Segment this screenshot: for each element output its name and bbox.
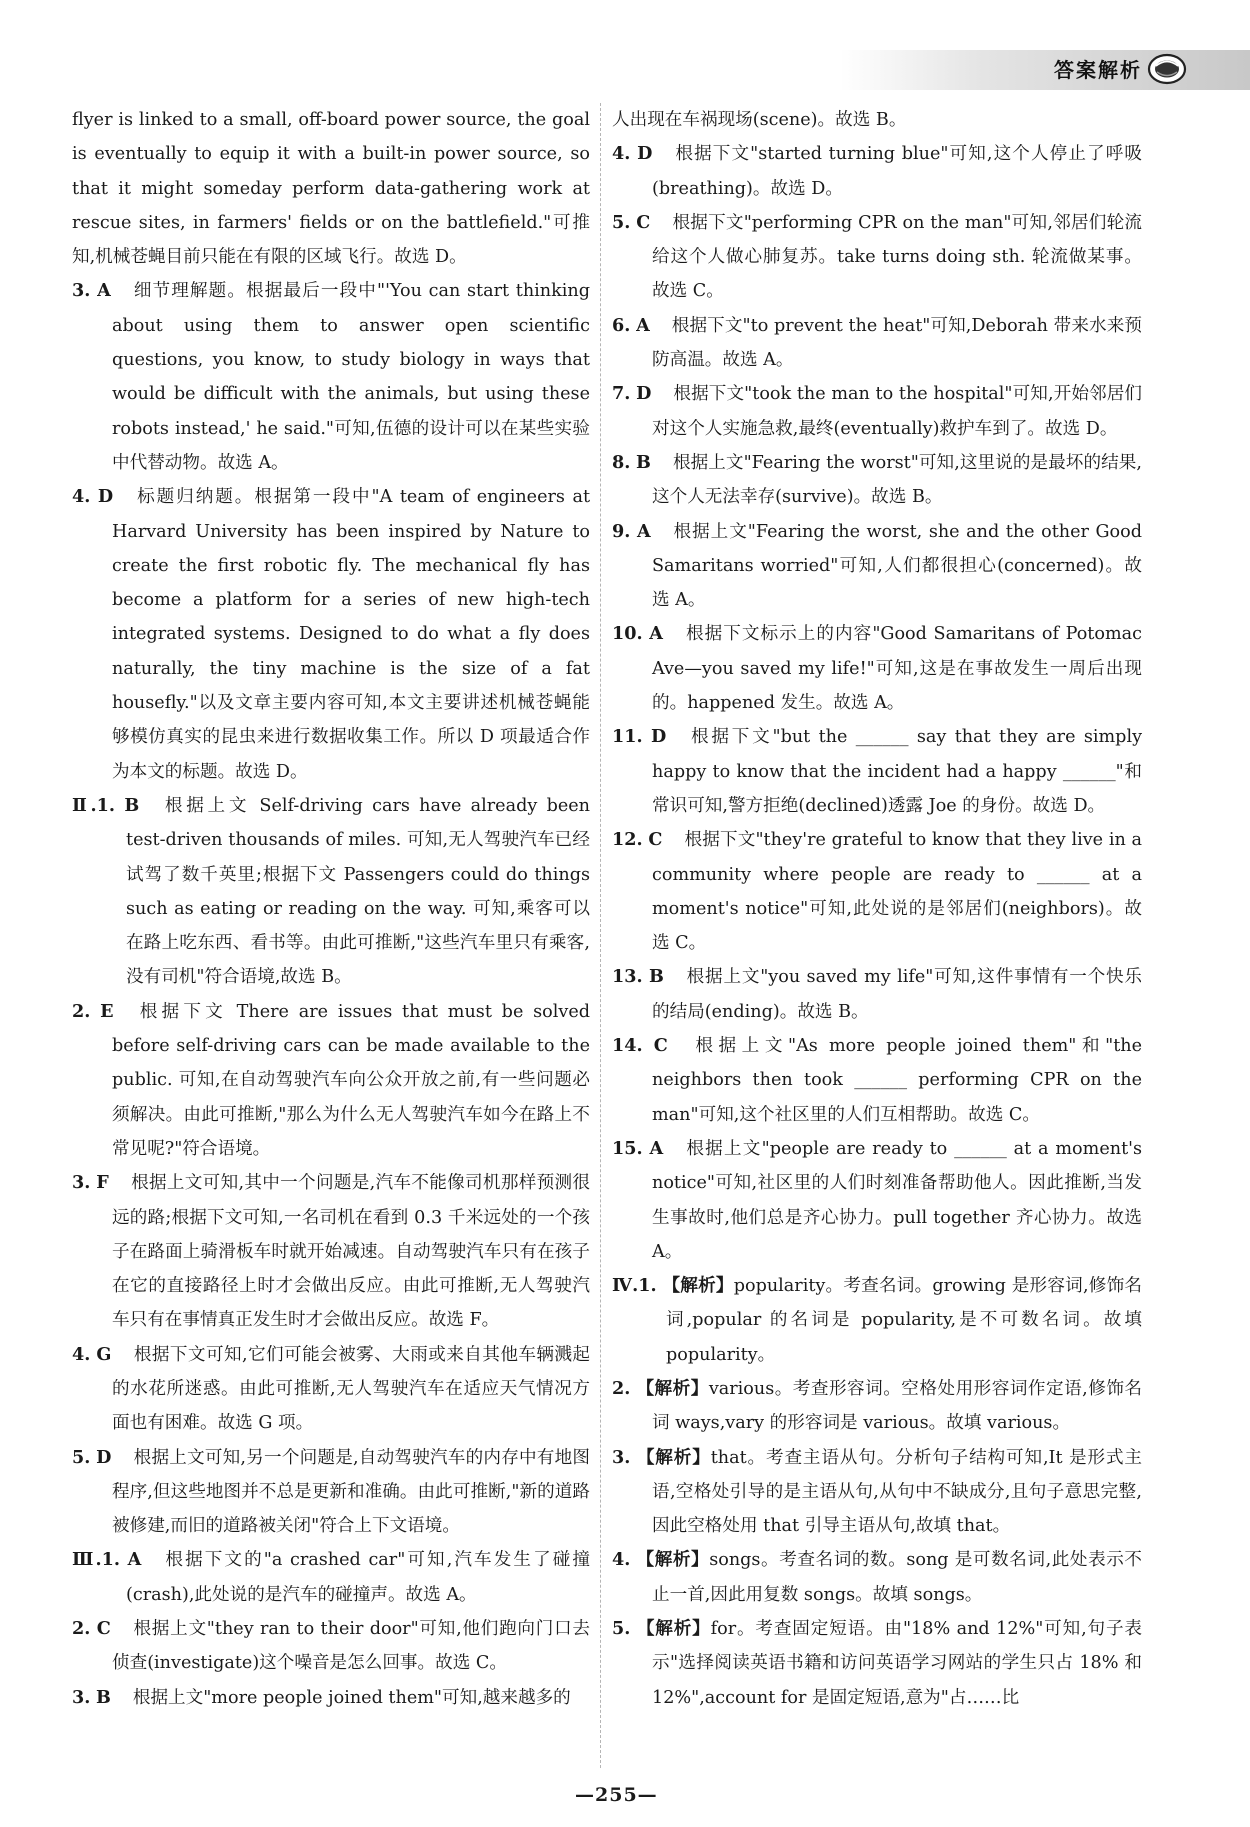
item-number: 7. — [612, 383, 631, 405]
answer-item — [612, 720, 1142, 823]
answer-item — [72, 1441, 590, 1544]
answer-letter: C — [648, 829, 663, 851]
explanation-text: 根据下文"to prevent the heat"可知,Deborah 带来水来预防高温。故选 A。 — [652, 315, 1142, 371]
item-number: 3. — [72, 280, 91, 302]
answer-letter: A — [636, 520, 651, 542]
answer-letter: A — [649, 1137, 664, 1159]
answer-item — [612, 1029, 1142, 1132]
left-answer-list — [72, 274, 590, 1714]
item-number: 5. — [612, 211, 631, 233]
answer-item — [72, 1338, 590, 1441]
logo-icon — [1146, 51, 1188, 87]
explanation-text: popularity。考查名词。growing 是形容词,修饰名词,popular 的名词是 popularity,是不可数名词。故填 popularity。 — [666, 1276, 1142, 1365]
page-number: —255— — [575, 1784, 658, 1806]
page-header — [840, 50, 1250, 90]
explanation-text: 根据下文"took the man to the hospital"可知,开始邻居们对这个人实施急救,最终(eventually)救护车到了。故选 D。 — [652, 384, 1142, 439]
column-divider — [600, 103, 601, 1768]
answer-item — [612, 137, 1142, 206]
item-number: 15. — [612, 1137, 643, 1159]
item-number: 2. — [612, 1377, 631, 1399]
answer-letter: C — [96, 1618, 111, 1640]
answer-item — [612, 446, 1142, 515]
item-number: Ⅳ.1. — [612, 1275, 657, 1297]
right-column — [612, 103, 1142, 1715]
analysis-tag: 【解析】 — [636, 1618, 711, 1640]
explanation-text: various。考查形容词。空格处用形容词作定语,修饰名词 ways,vary 的形容词是 various。故填 various。 — [652, 1378, 1142, 1434]
answer-item — [612, 1543, 1142, 1612]
explanation-text: 根据上文"As more people joined them"和"the neighbors then took ______ performing CPR on the man"可知,这个社区里的人们互相帮助。故选 C。 — [652, 1036, 1143, 1125]
answer-letter: E — [100, 1000, 114, 1022]
answer-item — [72, 1166, 590, 1337]
analysis-tag: 【解析】 — [636, 1377, 709, 1399]
explanation-text: 根据上文"more people joined them"可知,越来越多的 — [132, 1687, 571, 1708]
item-number: 5. — [72, 1446, 91, 1468]
answer-letter: C — [653, 1035, 668, 1057]
left-column — [72, 103, 590, 1715]
item-number: 13. — [612, 966, 643, 988]
explanation-text: 根据下文标示上的内容"Good Samaritans of Potomac Ave—you saved my life!"可知,这是在事故发生一周后出现的。happened 发生。故选 A。 — [652, 624, 1142, 714]
answer-letter: B — [95, 1686, 111, 1708]
explanation-text: 根据下文 There are issues that must be solved before self-driving cars can be made available to the public. 可知,在自动驾驶汽车向公众开放之前,有一些问题必须解决。由此可推断,"那么为什么无人驾驶汽车如今在路上不常见呢?"符合语境。 — [112, 1001, 591, 1159]
answer-letter: C — [636, 211, 651, 233]
item-number: 3. — [72, 1686, 91, 1708]
explanation-text: 根据下文"they're grateful to know that they live in a community where people are ready to ______ at a moment's notice"可知,此处说的是邻居们(neighbors)。故选 C。 — [652, 830, 1142, 954]
analysis-tag: 【解析】 — [662, 1275, 734, 1297]
answer-item — [612, 1372, 1142, 1441]
answer-letter: A — [97, 280, 111, 302]
item-number: 5. — [612, 1618, 631, 1640]
continued-paragraph: 人出现在车祸现场(scene)。故选 B。 — [612, 110, 907, 130]
answer-item — [72, 789, 590, 995]
item-number: 4. — [612, 1549, 631, 1571]
answer-item — [612, 823, 1142, 960]
explanation-text: that。考查主语从句。分析句子结构可知,It 是形式主语,空格处引导的是主语从句,从句中不缺成分,且句子意思完整,因此空格处用 that 引导主语从句,故填 that。 — [652, 1447, 1142, 1537]
explanation-text: 标题归纳题。根据第一段中"A team of engineers at Harvard University has been inspired by Nature to create the first robotic fly. The mechanical fly has become a platform for a series of new high-tech integrated systems. Designed to do what a fly does naturally, the tiny machine is the size of a fat housefly."以及文章主要内容可知,本文主要讲述机械苍蝇能够模仿真实的昆虫来进行数据收集工作。所以 D 项最适合作为本文的标题。故选 D。 — [112, 487, 591, 782]
item-number: 8. — [612, 451, 631, 473]
answer-letter: D — [96, 1446, 112, 1468]
explanation-text: 根据上文"you saved my life"可知,这件事情有一个快乐的结局(ending)。故选 B。 — [652, 967, 1142, 1022]
answer-letter: G — [96, 1343, 112, 1365]
item-number: Ⅲ.1. — [72, 1549, 120, 1571]
explanation-text: 根据上文可知,另一个问题是,自动驾驶汽车的内存中有地图程序,但这些地图并不总是更新和准确。由此可推断,"新的道路被修建,而旧的道路被关闭"符合上下文语境。 — [112, 1447, 590, 1537]
item-number: 2. — [72, 1000, 91, 1022]
answer-letter: A — [636, 314, 650, 336]
answer-item — [612, 1269, 1142, 1372]
item-number: 12. — [612, 829, 643, 851]
item-number: 3. — [72, 1172, 91, 1194]
answer-letter: B — [124, 794, 140, 816]
answer-item — [72, 480, 590, 789]
item-number: 10. — [612, 623, 643, 645]
explanation-text: 根据上文"Fearing the worst"可知,这里说的是最坏的结果,这个人无法幸存(survive)。故选 B。 — [652, 452, 1142, 508]
item-number: 14. — [612, 1035, 643, 1057]
answer-letter: D — [97, 486, 114, 508]
answer-letter: D — [637, 143, 653, 165]
answer-letter: B — [636, 451, 651, 473]
answer-item — [612, 309, 1142, 378]
explanation-text: 根据下文的"a crashed car"可知,汽车发生了碰撞(crash),此处说的是汽车的碰撞声。故选 A。 — [126, 1550, 590, 1605]
answer-letter: F — [96, 1172, 109, 1194]
answer-item — [612, 1132, 1142, 1269]
answer-item — [612, 1441, 1142, 1544]
analysis-tag: 【解析】 — [636, 1549, 710, 1571]
item-number: 9. — [612, 520, 631, 542]
explanation-text: 根据上文"Fearing the worst, she and the other Good Samaritans worried"可知,人们都很担心(concerned)。故选 A。 — [652, 521, 1143, 611]
explanation-text: songs。考查名词的数。song 是可数名词,此处表示不止一首,因此用复数 songs。故填 songs。 — [652, 1550, 1142, 1605]
continued-paragraph: flyer is linked to a small, off-board power source, the goal is eventually to equip it with a built-in power source, so that it might someday perform data-gathering work at rescue sites, in farmers' fields or on the battlefield."可推知,机械苍蝇目前只能在有限的区域飞行。故选 D。 — [72, 110, 590, 268]
answer-item — [612, 1612, 1142, 1715]
right-answer-list — [612, 137, 1142, 1715]
explanation-text: 根据下文"but the ______ say that they are simply happy to know that the incident had a happy ______"和常识可知,警方拒绝(declined)透露 Joe 的身份。故选 D。 — [652, 727, 1143, 816]
answer-item — [612, 206, 1142, 309]
answer-item — [72, 1681, 590, 1715]
answer-letter: D — [636, 383, 652, 405]
answer-item — [72, 1612, 590, 1681]
item-number: 3. — [612, 1446, 631, 1468]
answer-letter: A — [127, 1549, 142, 1571]
answer-item — [612, 617, 1142, 720]
explanation-text: 根据下文"performing CPR on the man"可知,邻居们轮流给这个人做心肺复苏。take turns doing sth. 轮流做某事。故选 C。 — [652, 212, 1142, 302]
explanation-text: 根据上文"people are ready to ______ at a moment's notice"可知,社区里的人们时刻准备帮助他人。因此推断,当发生事故时,他们总是齐心协力。pull together 齐心协力。故选 A。 — [652, 1138, 1143, 1262]
analysis-tag: 【解析】 — [636, 1446, 711, 1468]
explanation-text: 根据下文"started turning blue"可知,这个人停止了呼吸(breathing)。故选 D。 — [652, 144, 1143, 199]
item-number: 2. — [72, 1618, 91, 1640]
item-number: 4. — [72, 486, 91, 508]
item-number: 4. — [612, 143, 631, 165]
item-number: 6. — [612, 314, 631, 336]
item-number: 11. — [612, 726, 643, 748]
header-title: 答案解析 — [1054, 58, 1142, 82]
explanation-text: 细节理解题。根据最后一段中"'You can start thinking about using them to answer open scientific questions, you know, to study biology in ways that would be difficult with the animals, but using these robots instead,' he said."可知,伍德的设计可以在某些实验中代替动物。故选 A。 — [112, 281, 590, 473]
answer-letter: A — [649, 623, 663, 645]
explanation-text: 根据下文可知,它们可能会被雾、大雨或来自其他车辆溅起的水花所迷惑。由此可推断,无人驾驶汽车在适应天气情况方面也有困难。故选 G 项。 — [112, 1344, 590, 1434]
answer-item — [612, 960, 1142, 1029]
explanation-text: 根据上文 Self-driving cars have already been test-driven thousands of miles. 可知,无人驾驶汽车已经试驾了数千英里;根据下文 Passengers could do things such as eating or reading on the way. 可知,乘客可以在路上吃东西、看书等。由此可推断,"这些汽车里只有乘客,没有司机"符合语境,故选 B。 — [126, 795, 590, 988]
answer-item — [612, 515, 1142, 618]
answer-letter: B — [649, 966, 664, 988]
explanation-text: 根据上文可知,其中一个问题是,汽车不能像司机那样预测很远的路;根据下文可知,一名司机在看到 0.3 千米远处的一个孩子在路面上骑滑板车时就开始减速。自动驾驶汽车只有在孩子在它的直接路径上时才会做出反应。由此可推断,无人驾驶汽车只有在事情真正发生时才会做出反应。故选 F。 — [112, 1173, 590, 1331]
answer-item — [72, 1543, 590, 1612]
answer-letter: D — [650, 726, 667, 748]
explanation-text: 根据上文"they ran to their door"可知,他们跑向门口去侦查(investigate)这个噪音是怎么回事。故选 C。 — [112, 1619, 590, 1674]
answer-item — [72, 274, 590, 480]
answer-item — [612, 377, 1142, 446]
item-number: Ⅱ.1. — [72, 794, 116, 816]
explanation-text: for。考查固定短语。由"18% and 12%"可知,句子表示"选择阅读英语书籍和访问英语学习网站的学生只占 18% 和 12%",account for 是固定短语,意为"占……比 — [652, 1619, 1142, 1708]
answer-item — [72, 995, 590, 1166]
item-number: 4. — [72, 1343, 91, 1365]
